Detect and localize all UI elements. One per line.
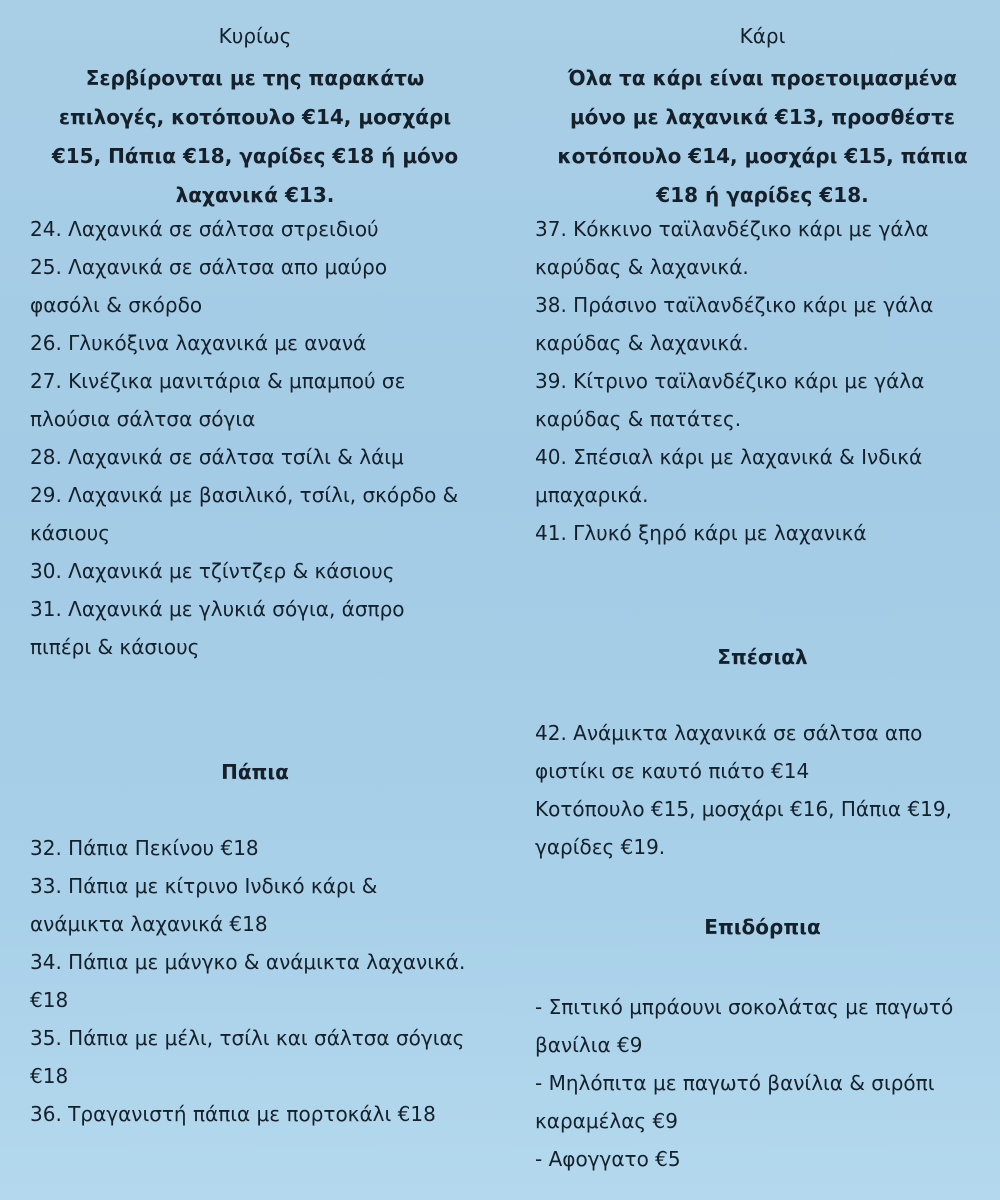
mains-title: Κυρίως (218, 24, 292, 48)
curry-intro-line: Όλα τα κάρι είναι προετοιμασμένα (567, 66, 958, 90)
menu-item-line: 28. Λαχανικά σε σάλτσα τσίλι & λάιμ (30, 445, 404, 469)
menu-item-line: 34. Πάπια με μάνγκο & ανάμικτα λαχανικά. (30, 950, 466, 974)
menu-item-line: 36. Τραγανιστή πάπια με πορτοκάλι €18 (30, 1102, 436, 1126)
menu-item-line: φασόλι & σκόρδο (30, 293, 203, 317)
menu-item-line: καρύδας & πατάτες. (535, 407, 742, 431)
menu-item-line: 35. Πάπια με μέλι, τσίλι και σάλτσα σόγιας (30, 1026, 465, 1050)
menu-item-line: 33. Πάπια με κίτρινο Ινδικό κάρι & (30, 874, 378, 898)
menu-item-line: 38. Πράσινο ταϊλανδέζικο κάρι με γάλα (535, 293, 934, 317)
menu-item-line: 26. Γλυκόξινα λαχανικά με ανανά (30, 331, 367, 355)
menu-item-line: γαρίδες €19. (535, 835, 666, 859)
menu-item-line: 41. Γλυκό ξηρό κάρι με λαχανικά (535, 521, 867, 545)
dessert-items (535, 988, 990, 1178)
curry-intro-line: κοτόπουλο €14, μοσχάρι €15, πάπια (557, 144, 968, 168)
menu-item-line: 27. Κινέζικα μανιτάρια & μπαμπού σε (30, 369, 406, 393)
menu-item-line: μπαχαρικά. (535, 483, 649, 507)
mains-intro-line: λαχανικά €13. (175, 183, 335, 207)
menu-item-line: 39. Κίτρινο ταϊλανδέζικο κάρι με γάλα (535, 369, 925, 393)
curry-intro-line: μόνο με λαχανικά €13, προσθέστε (569, 105, 956, 129)
menu-item-line: 31. Λαχανικά με γλυκιά σόγια, άσπρο (30, 597, 405, 621)
menu-item-line: κάσιους (30, 521, 110, 545)
curry-intro-line: €18 ή γαρίδες €18. (656, 183, 869, 207)
menu-item-line: - Αφογγατο €5 (535, 1147, 681, 1171)
menu-item-line: - Μηλόπιτα με παγωτό βανίλια & σιρόπι (535, 1071, 935, 1095)
menu-item-line: φιστίκι σε καυτό πιάτο €14 (535, 759, 810, 783)
duck-title: Πάπια (221, 760, 289, 784)
menu-item-line: Κοτόπουλο €15, μοσχάρι €16, Πάπια €19, (535, 797, 952, 821)
menu-item-line: βανίλια €9 (535, 1033, 643, 1057)
menu-item-line: 32. Πάπια Πεκίνου €18 (30, 836, 259, 860)
menu-item-line: - Σπιτικό μπράουνι σοκολάτας με παγωτό (535, 995, 954, 1019)
mains-intro-line: €15, Πάπια €18, γαρίδες €18 ή μόνο (51, 144, 459, 168)
mains-intro-line: επιλογές, κοτόπουλο €14, μοσχάρι (58, 105, 452, 129)
curry-items (535, 210, 990, 552)
menu-item-line: 29. Λαχανικά με βασιλικό, τσίλι, σκόρδο & (30, 483, 459, 507)
dessert-title: Επιδόρπια (704, 915, 821, 939)
menu-item-line: 42. Ανάμικτα λαχανικά σε σάλτσα απο (535, 721, 923, 745)
menu-item-line: 40. Σπέσιαλ κάρι με λαχανικά & Ινδικά (535, 445, 923, 469)
menu-item-line: 30. Λαχανικά με τζίντζερ & κάσιους (30, 559, 395, 583)
menu-item-line: 37. Κόκκινο ταϊλανδέζικο κάρι με γάλα (535, 217, 929, 241)
menu-item-line: πιπέρι & κάσιους (30, 635, 200, 659)
mains-items (30, 210, 480, 666)
mains-intro (30, 59, 480, 215)
menu-item-line: 24. Λαχανικά σε σάλτσα στρειδιού (30, 217, 379, 241)
menu-item-line: ανάμικτα λαχανικά €18 (30, 912, 268, 936)
menu-item-line: καραμέλας €9 (535, 1109, 678, 1133)
special-items (535, 714, 990, 866)
mains-intro-line: Σερβίρονται με της παρακάτω (85, 66, 425, 90)
menu-item-line: 25. Λαχανικά σε σάλτσα απο μαύρο (30, 255, 388, 279)
menu-item-line: καρύδας & λαχανικά. (535, 331, 749, 355)
curry-title: Κάρι (739, 24, 786, 48)
menu-item-line: €18 (30, 988, 69, 1012)
menu-item-line: €18 (30, 1064, 69, 1088)
menu-item-line: πλούσια σάλτσα σόγια (30, 407, 256, 431)
special-title: Σπέσιαλ (717, 645, 808, 669)
curry-intro (535, 59, 990, 215)
duck-items (30, 829, 480, 1133)
menu-item-line: καρύδας & λαχανικά. (535, 255, 749, 279)
